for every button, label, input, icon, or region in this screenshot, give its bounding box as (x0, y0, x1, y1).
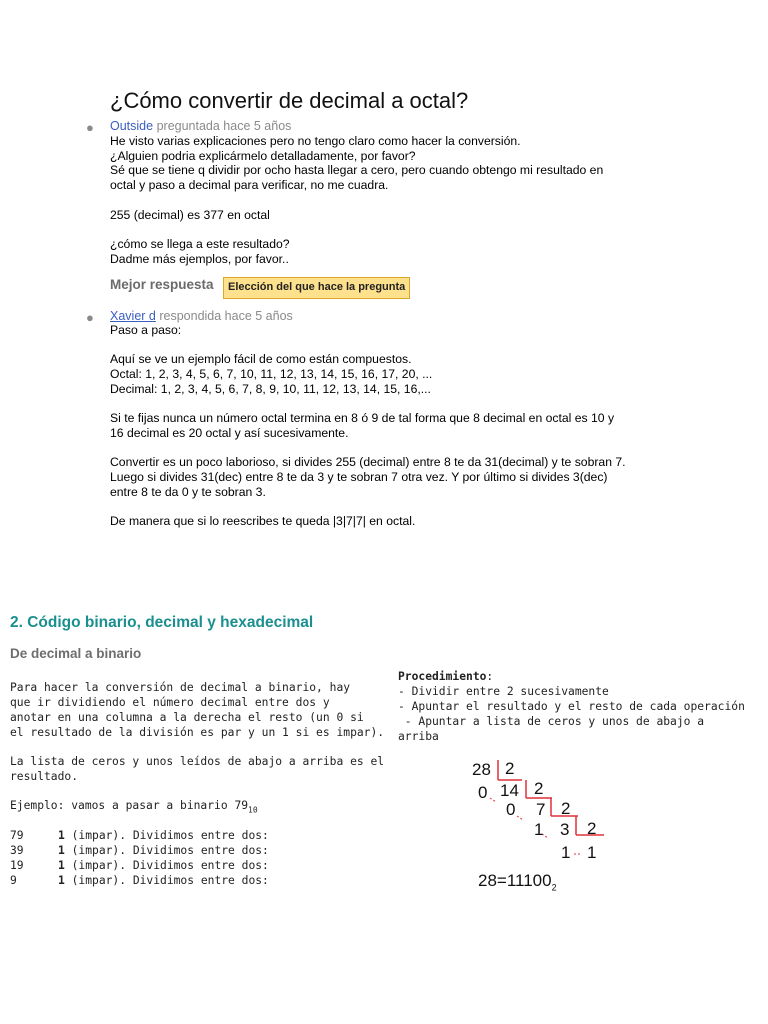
row-bit: 1 (58, 859, 65, 872)
bullet-icon: ● (86, 120, 94, 135)
answer-answered: respondida hace 5 años (159, 309, 293, 323)
paragraph-line: La lista de ceros y unos leídos de abajo a arriba es el (10, 755, 385, 768)
paragraph-line: el resultado de la división es par y un 1 si es impar). (10, 726, 385, 739)
question-line: ¿Alguien podria explicármelo detalladamente, por favor? (110, 148, 416, 163)
paragraph-line: que ir dividiendo el número decimal entre dos y (10, 696, 330, 709)
result-subscript: 2 (551, 882, 557, 893)
paragraph-1 (10, 680, 384, 740)
best-answer-label: Mejor respuesta (110, 277, 214, 292)
question-asked: preguntada hace 5 años (156, 119, 292, 133)
answer-line: Convertir es un poco laborioso, si divides 255 (decimal) entre 8 te da 31(decimal) y te sobran 7. (110, 455, 626, 470)
procedure-line: - Dividir entre 2 sucesivamente (398, 685, 609, 698)
div-cell: 1 (587, 843, 597, 862)
procedure-line: - Apuntar el resultado y el resto de cada operación (398, 700, 745, 713)
answer-line: Octal: 1, 2, 3, 4, 5, 6, 7, 10, 11, 12, 13, 14, 15, 16, 17, 20, ... (110, 367, 433, 382)
row-text: (impar). Dividimos entre dos: (64, 874, 269, 887)
question-line: ¿cómo se llega a este resultado? (110, 236, 290, 251)
question-line: 255 (decimal) es 377 en octal (110, 207, 270, 222)
row-text: (impar). Dividimos entre dos: (64, 859, 269, 872)
question-line: Dadme más ejemplos, por favor.. (110, 251, 289, 266)
answer-line (110, 397, 626, 412)
example-subscript: 10 (248, 805, 258, 815)
answer-body (110, 323, 626, 529)
question-line: Sé que se tiene q dividir por ocho hasta llegar a cero, pero cuando obtengo mi resultado en (110, 163, 604, 178)
question-line (110, 222, 603, 237)
answer-line: Paso a paso: (110, 323, 182, 337)
procedure-title-text: Procedimiento (398, 670, 487, 683)
answer-line: entre 8 te da 0 y te sobran 3. (110, 484, 266, 499)
question-title: ¿Cómo convertir de decimal a octal? (110, 88, 469, 113)
division-rows (10, 828, 269, 888)
answer-line (110, 499, 626, 514)
question-author-link[interactable]: Outside (110, 119, 154, 133)
question-body (110, 134, 603, 266)
result-text: 28=11100 (478, 871, 552, 890)
procedure-colon: : (486, 670, 494, 683)
division-result (478, 871, 557, 892)
row-bit: 1 (58, 874, 65, 887)
paragraph-2 (10, 754, 384, 784)
paragraph-line: anotar en una columna a la derecha el resto (un 0 si (10, 711, 364, 724)
answer-line (110, 338, 626, 353)
div-cell: 1 (534, 820, 544, 839)
table-row (10, 873, 269, 888)
answer-meta (110, 309, 293, 323)
procedure-block (398, 669, 745, 744)
row-bit: 1 (58, 829, 65, 842)
row-number: 19 (10, 859, 24, 872)
section-heading: 2. Código binario, decimal y hexadecimal (10, 614, 314, 631)
div-cell: 7 (536, 800, 546, 819)
div-cell: 28 (472, 760, 491, 779)
row-bit: 1 (58, 844, 65, 857)
table-row (10, 843, 269, 858)
question-line: octal y paso a decimal para verificar, no me cuadra. (110, 178, 389, 193)
paragraph-line: resultado. (10, 770, 79, 783)
div-cell: 0 (506, 800, 516, 819)
procedure-line: - Apuntar a lista de ceros y unos de abajo a (398, 715, 705, 728)
example-text: Ejemplo: vamos a pasar a binario 79 (10, 799, 249, 812)
table-row (10, 828, 269, 843)
section-subheading: De decimal a binario (10, 646, 142, 661)
row-number: 39 (10, 844, 24, 857)
bullet-icon: ● (86, 310, 94, 325)
row-text: (impar). Dividimos entre dos: (64, 844, 269, 857)
answer-author-link[interactable]: Xavier d (110, 309, 156, 323)
answer-line (110, 441, 626, 456)
answer-line: De manera que si lo reescribes te queda |3|7|7| en octal. (110, 514, 416, 529)
answer-line: Si te fijas nunca un número octal termina en 8 ó 9 de tal forma que 8 decimal en octal es 10 y (110, 411, 615, 426)
table-row (10, 858, 269, 873)
div-cell: 2 (534, 779, 544, 798)
question-line: He visto varias explicaciones pero no tengo claro como hacer la conversión. (110, 134, 521, 148)
division-diagram (470, 758, 620, 898)
div-cell: 0 (478, 783, 488, 802)
div-cell: 2 (561, 799, 571, 818)
question-meta (110, 119, 291, 133)
div-cell: 3 (560, 820, 570, 839)
paragraph-line: Para hacer la conversión de decimal a binario, hay (10, 681, 351, 694)
answer-line: Luego si divides 31(dec) entre 8 te da 3 y te sobran 7 otra vez. Y por último si divides 3(dec) (110, 470, 608, 485)
example-line (10, 798, 258, 817)
procedure-line: arriba (398, 730, 439, 743)
row-number: 9 (10, 874, 17, 887)
div-cell: 2 (505, 759, 515, 778)
row-number: 79 (10, 829, 24, 842)
answer-line: Aquí se ve un ejemplo fácil de como están compuestos. (110, 352, 412, 367)
answer-line: Decimal: 1, 2, 3, 4, 5, 6, 7, 8, 9, 10, 11, 12, 13, 14, 15, 16,... (110, 381, 431, 396)
procedure-title (398, 669, 745, 684)
div-cell: 2 (587, 819, 597, 838)
question-line (110, 193, 603, 208)
div-cell: 1 (561, 843, 571, 862)
chosen-badge: Elección del que hace la pregunta (223, 277, 410, 299)
answer-line: 16 decimal es 20 octal y así sucesivamente. (110, 425, 349, 440)
row-text: (impar). Dividimos entre dos: (64, 829, 269, 842)
div-cell: 14 (500, 781, 519, 800)
